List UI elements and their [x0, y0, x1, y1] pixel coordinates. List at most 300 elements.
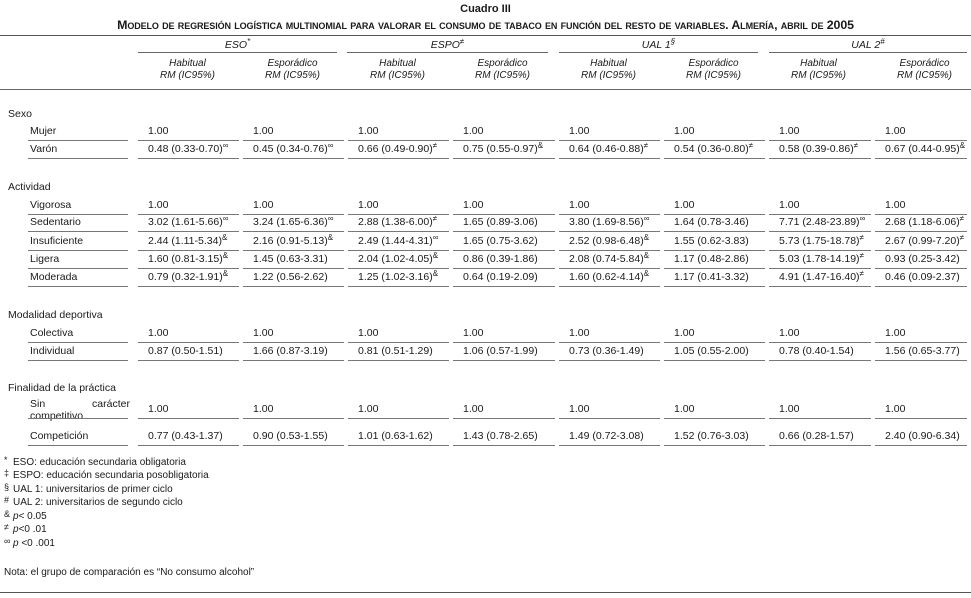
table-cell [779, 235, 864, 247]
row-separator [138, 342, 239, 343]
cell-value: 1.00 [253, 403, 274, 415]
cell-value: 1.00 [569, 125, 590, 137]
group-mark: ≠ [459, 37, 465, 46]
significance-mark: ≠ [859, 269, 864, 278]
column-header [140, 58, 235, 82]
row-separator [769, 268, 871, 269]
row-separator [348, 286, 449, 287]
table-cell [358, 143, 437, 155]
row-separator [243, 158, 344, 159]
footnote-text: ESO: educación secundaria obligatoria [13, 457, 186, 468]
row-separator [453, 158, 555, 159]
row-separator [664, 214, 765, 215]
row-separator [559, 342, 660, 343]
section-title: Actividad [8, 181, 51, 193]
group-rule [769, 52, 967, 53]
row-separator [28, 286, 128, 287]
p-symbol: p [13, 511, 19, 522]
significance-mark: ≠ [853, 141, 859, 150]
table-cell [463, 199, 483, 211]
row-separator [28, 250, 128, 251]
table-cell [148, 125, 168, 137]
significance-mark: ∞ [432, 233, 439, 242]
table-cell [463, 345, 538, 357]
row-separator [875, 268, 967, 269]
cell-value: 5.03 (1.78-14.19) [779, 253, 860, 265]
table-cell [358, 430, 433, 442]
cell-value: 0.86 (0.39-1.86) [463, 253, 538, 265]
column-measure: RM (IC95%) [159, 70, 215, 81]
table-cell [358, 199, 378, 211]
row-separator [28, 158, 128, 159]
column-type: Esporádico [899, 58, 950, 69]
group-label: ESPO [430, 39, 460, 51]
footnote-text: < 0.05 [18, 511, 47, 522]
significance-mark: & [432, 251, 439, 260]
section-title: Modalidad deportiva [8, 309, 103, 321]
cell-value: 1.00 [148, 327, 169, 339]
group-label: UAL 2 [851, 39, 881, 51]
table-cell [674, 235, 749, 247]
table-cell [885, 143, 965, 155]
row-label: Colectiva [30, 327, 74, 339]
table-cell [358, 253, 438, 265]
row-label: Varón [30, 143, 58, 155]
p-symbol: p [13, 524, 19, 535]
table-cell [674, 253, 749, 265]
cell-value: 1.66 (0.87-3.19) [253, 345, 328, 357]
cell-value: 0.45 (0.34-0.76) [253, 143, 328, 155]
table-cell [148, 403, 168, 415]
cell-value: 0.66 (0.28-1.57) [779, 430, 854, 442]
table-cell [463, 143, 543, 155]
table-cell [674, 199, 694, 211]
table-cell [358, 345, 433, 357]
cell-value: 1.00 [358, 403, 379, 415]
row-separator [138, 418, 239, 419]
bottom-rule [0, 592, 971, 593]
column-measure: RM (IC95%) [685, 70, 741, 81]
significance-mark: ≠ [859, 251, 864, 260]
cell-value: 1.00 [463, 327, 484, 339]
table-cell [148, 235, 227, 247]
group-rule [559, 52, 758, 53]
significance-mark: & [959, 141, 966, 150]
row-separator [28, 360, 128, 361]
table-cell [569, 143, 648, 155]
significance-mark: & [537, 141, 544, 150]
table-cell [779, 216, 865, 228]
cell-value: 3.80 (1.69-8.56) [569, 216, 644, 228]
cell-value: 1.65 (0.89-3.06) [463, 216, 538, 228]
footnote [4, 482, 173, 495]
cell-value: 0.78 (0.40-1.54) [779, 345, 854, 357]
cell-value: 1.00 [463, 403, 484, 415]
significance-mark: ≠ [959, 233, 965, 242]
footnote-mark: ∞ [4, 536, 11, 546]
row-separator [348, 445, 449, 446]
cell-value: 1.00 [674, 199, 695, 211]
cell-value: 0.48 (0.33-0.70) [148, 143, 223, 155]
significance-mark: ∞ [327, 141, 334, 150]
cell-value: 1.60 (0.62-4.14) [569, 271, 644, 283]
row-label: Moderada [30, 271, 78, 283]
table-cell [253, 271, 328, 283]
section-title: Sexo [8, 108, 32, 120]
group-label: UAL 1 [641, 39, 671, 51]
significance-mark: ≠ [432, 214, 438, 223]
table-cell [463, 216, 538, 228]
row-separator [243, 360, 344, 361]
table-cell [885, 235, 964, 247]
table-cell [253, 235, 333, 247]
cell-value: 1.17 (0.48-2.86) [674, 253, 749, 265]
row-label: Individual [30, 345, 75, 357]
row-separator [28, 140, 128, 141]
row-separator [769, 360, 871, 361]
footnote-mark: § [4, 482, 10, 492]
cell-value: 1.00 [569, 403, 590, 415]
row-separator [28, 214, 128, 215]
group-mark: # [880, 37, 885, 46]
cell-value: 1.05 (0.55-2.00) [674, 345, 749, 357]
row-label: Mujer [30, 125, 57, 137]
cell-value: 1.22 (0.56-2.62) [253, 271, 328, 283]
table-cell [463, 235, 538, 247]
table-cell [779, 271, 864, 283]
footnote-text: <0 .001 [18, 538, 55, 549]
table-cell [569, 125, 589, 137]
column-type: Habitual [800, 58, 837, 69]
table-cell [358, 327, 378, 339]
cell-value: 7.71 (2.48-23.89) [779, 216, 860, 228]
group-label: ESO [224, 39, 248, 51]
cell-value: 1.64 (0.78-3.46) [674, 216, 749, 228]
row-separator [664, 268, 765, 269]
significance-mark: & [222, 269, 229, 278]
column-measure: RM (IC95%) [896, 70, 952, 81]
row-separator [243, 286, 344, 287]
table-cell [569, 235, 649, 247]
table-cell [148, 430, 223, 442]
column-type: Esporádico [477, 58, 528, 69]
page-title: Cuadro III [460, 3, 511, 15]
footnote-text: <0 .01 [18, 524, 47, 535]
cell-value: 1.00 [148, 403, 169, 415]
table-cell [358, 125, 378, 137]
table-cell [148, 216, 228, 228]
column-header [561, 58, 656, 82]
row-separator [875, 214, 967, 215]
table-cell [463, 403, 483, 415]
row-separator [28, 342, 128, 343]
table-cell [779, 199, 799, 211]
table-cell [779, 125, 799, 137]
cell-value: 1.00 [779, 327, 800, 339]
column-header [455, 58, 550, 82]
row-separator [453, 418, 555, 419]
row-label: Sin carácter competitivo [30, 398, 130, 422]
table-cell [148, 199, 168, 211]
section-title: Finalidad de la práctica [8, 382, 116, 394]
row-separator [875, 140, 967, 141]
row-separator [769, 342, 871, 343]
column-measure: RM (IC95%) [264, 70, 320, 81]
column-type: Habitual [590, 58, 627, 69]
row-separator [875, 360, 967, 361]
cell-value: 1.00 [779, 199, 800, 211]
table-cell [358, 403, 378, 415]
cell-value: 1.01 (0.63-1.62) [358, 430, 433, 442]
cell-value: 1.00 [358, 327, 379, 339]
row-separator [138, 445, 239, 446]
table-cell [674, 403, 694, 415]
table-cell [779, 253, 864, 265]
row-separator [559, 158, 660, 159]
row-separator [664, 342, 765, 343]
table-cell [253, 430, 328, 442]
table-cell [148, 271, 228, 283]
cell-value: 1.43 (0.78-2.65) [463, 430, 538, 442]
significance-mark: ∞ [859, 214, 866, 223]
row-separator [138, 231, 239, 232]
row-separator [559, 418, 660, 419]
footnote-mark: ‡ [4, 468, 10, 478]
row-separator [453, 342, 555, 343]
row-separator [875, 445, 967, 446]
table-cell [569, 403, 589, 415]
cell-value: 0.64 (0.19-2.09) [463, 271, 538, 283]
row-separator [875, 231, 967, 232]
row-separator [348, 231, 449, 232]
row-separator [348, 158, 449, 159]
cell-value: 0.90 (0.53-1.55) [253, 430, 328, 442]
footnote [4, 522, 47, 535]
cell-value: 1.00 [885, 199, 906, 211]
row-separator [453, 360, 555, 361]
footnote [4, 495, 183, 508]
cell-value: 1.52 (0.76-3.03) [674, 430, 749, 442]
cell-value: 1.25 (1.02-3.16) [358, 271, 433, 283]
table-cell [253, 199, 273, 211]
p-symbol: p [13, 538, 19, 549]
cell-value: 1.00 [253, 327, 274, 339]
cell-value: 1.00 [569, 199, 590, 211]
table-cell [148, 143, 228, 155]
table-cell [885, 271, 960, 283]
group-mark: * [247, 37, 251, 46]
row-separator [664, 286, 765, 287]
significance-mark: ≠ [432, 141, 438, 150]
group-header [769, 39, 967, 51]
row-separator [559, 286, 660, 287]
table-cell [674, 327, 694, 339]
column-measure: RM (IC95%) [369, 70, 425, 81]
footnote-text: UAL 2: universitarios de segundo ciclo [13, 497, 183, 508]
table-cell [253, 125, 273, 137]
table-cell [148, 345, 223, 357]
table-cell [569, 271, 649, 283]
row-separator [875, 418, 967, 419]
row-label: Sedentario [30, 216, 81, 228]
column-measure: RM (IC95%) [580, 70, 636, 81]
row-separator [348, 360, 449, 361]
table-cell [253, 345, 328, 357]
row-separator [875, 158, 967, 159]
significance-mark: ≠ [643, 141, 649, 150]
row-label: Ligera [30, 253, 60, 265]
row-separator [875, 342, 967, 343]
cell-value: 1.60 (0.81-3.15) [148, 253, 223, 265]
cell-value: 5.73 (1.75-18.78) [779, 235, 860, 247]
cell-value: 1.00 [253, 125, 274, 137]
row-separator [243, 418, 344, 419]
significance-mark: ≠ [859, 233, 864, 242]
cell-value: 1.00 [148, 199, 169, 211]
table-cell [569, 216, 649, 228]
cell-value: 2.40 (0.90-6.34) [885, 430, 960, 442]
cell-value: 2.49 (1.44-4.31) [358, 235, 433, 247]
row-separator [243, 445, 344, 446]
table-cell [779, 403, 799, 415]
row-separator [243, 250, 344, 251]
cell-value: 1.00 [674, 403, 695, 415]
table-cell [779, 430, 854, 442]
row-separator [138, 286, 239, 287]
row-separator [28, 268, 128, 269]
row-separator [138, 158, 239, 159]
group-rule [347, 52, 548, 53]
cell-value: 1.00 [253, 199, 274, 211]
table-cell [463, 271, 538, 283]
footnote-mark: & [4, 509, 11, 519]
cell-value: 2.44 (1.11-5.34) [148, 235, 222, 247]
row-separator [28, 418, 128, 419]
row-separator [769, 214, 871, 215]
footnote [4, 536, 55, 549]
significance-mark: & [643, 251, 650, 260]
cell-value: 1.06 (0.57-1.99) [463, 345, 538, 357]
cell-value: 1.49 (0.72-3.08) [569, 430, 644, 442]
table-cell [885, 430, 960, 442]
table-cell [253, 216, 333, 228]
row-separator [348, 342, 449, 343]
row-separator [664, 445, 765, 446]
row-separator [664, 231, 765, 232]
row-separator [664, 250, 765, 251]
table-cell [358, 216, 437, 228]
significance-mark: & [643, 233, 650, 242]
table-cell [253, 253, 328, 265]
column-type: Habitual [169, 58, 206, 69]
cell-value: 2.16 (0.91-5.13) [253, 235, 328, 247]
significance-mark: ∞ [222, 141, 229, 150]
row-separator [559, 445, 660, 446]
table-cell [885, 253, 960, 265]
row-separator [453, 250, 555, 251]
table-cell [779, 345, 854, 357]
cell-value: 1.00 [674, 125, 695, 137]
row-label: Competición [30, 430, 89, 442]
row-separator [769, 286, 871, 287]
table-cell [569, 253, 649, 265]
row-separator [664, 158, 765, 159]
footnote [4, 509, 47, 522]
group-header [559, 39, 758, 51]
cell-value: 1.45 (0.63-3.31) [253, 253, 328, 265]
row-separator [875, 250, 967, 251]
cell-value: 1.00 [463, 125, 484, 137]
cell-value: 1.65 (0.75-3.62) [463, 235, 538, 247]
header-bottom-rule [0, 89, 971, 90]
table-cell [148, 253, 228, 265]
significance-mark: ∞ [222, 214, 229, 223]
row-label: Insuficiente [30, 235, 84, 247]
row-separator [769, 250, 871, 251]
row-separator [243, 268, 344, 269]
row-separator [28, 445, 128, 446]
row-separator [453, 231, 555, 232]
significance-mark: ≠ [959, 214, 965, 223]
row-separator [559, 231, 660, 232]
table-cell [885, 125, 905, 137]
row-separator [664, 360, 765, 361]
table-cell [779, 143, 858, 155]
group-header [347, 39, 548, 51]
cell-value: 1.00 [674, 327, 695, 339]
footnote-mark: # [4, 495, 10, 505]
cell-value: 0.87 (0.50-1.51) [148, 345, 223, 357]
row-separator [453, 445, 555, 446]
column-header [877, 58, 971, 82]
table-cell [148, 327, 168, 339]
footnote-text: ESPO: educación secundaria posobligatoria [13, 470, 209, 481]
table-cell [674, 430, 749, 442]
table-cell [674, 143, 753, 155]
cell-value: 0.75 (0.55-0.97) [463, 143, 538, 155]
cell-value: 0.81 (0.51-1.29) [358, 345, 433, 357]
row-separator [453, 286, 555, 287]
row-separator [28, 231, 128, 232]
cell-value: 1.00 [148, 125, 169, 137]
table-cell [674, 125, 694, 137]
significance-mark: ≠ [748, 141, 754, 150]
cell-value: 2.08 (0.74-5.84) [569, 253, 644, 265]
cell-value: 1.00 [569, 327, 590, 339]
table-cell [569, 327, 589, 339]
footnote [4, 468, 209, 481]
cell-value: 1.00 [779, 125, 800, 137]
table-cell [463, 430, 538, 442]
cell-value: 2.52 (0.98-6.48) [569, 235, 644, 247]
column-header [245, 58, 340, 82]
footnote-mark: * [4, 455, 8, 465]
significance-mark: & [432, 269, 439, 278]
row-label: Vigorosa [30, 199, 72, 211]
table-cell [674, 345, 749, 357]
cell-value: 0.58 (0.39-0.86) [779, 143, 854, 155]
group-rule [138, 52, 337, 53]
cell-value: 0.79 (0.32-1.91) [148, 271, 223, 283]
row-separator [243, 231, 344, 232]
table-cell [779, 327, 799, 339]
cell-value: 1.00 [885, 403, 906, 415]
row-separator [769, 418, 871, 419]
footnote-text: UAL 1: universitarios de primer ciclo [13, 484, 173, 495]
cell-value: 1.17 (0.41-3.32) [674, 271, 749, 283]
significance-mark: ∞ [327, 214, 334, 223]
table-cell [463, 253, 538, 265]
